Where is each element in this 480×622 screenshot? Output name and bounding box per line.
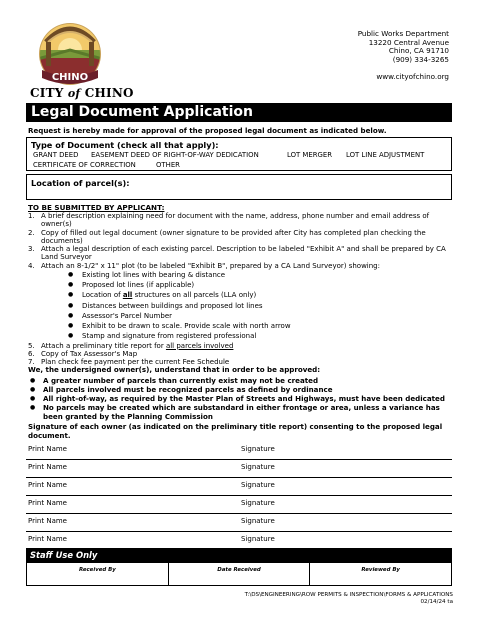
signature-row[interactable] xyxy=(26,478,452,496)
print-name-label: Print Name xyxy=(28,463,67,471)
bullet-item: ● Exhibit to be drawn to scale. Provide scale with north arrow xyxy=(68,322,291,331)
print-name-label: Print Name xyxy=(28,517,67,525)
signature-instructions: Signature of each owner (as indicated on the preliminary title report) consenting to the proposed legal document. xyxy=(28,422,443,440)
signature-label: Signature xyxy=(241,517,275,525)
page-title: Legal Document Application xyxy=(26,103,452,122)
location-label: Location of parcel(s): xyxy=(31,178,130,188)
logo-text: CHINO xyxy=(51,72,89,83)
staff-use-header: Staff Use Only xyxy=(26,548,452,562)
condition-item: ● All parcels involved must be recognized parcels as defined by ordinance xyxy=(30,385,333,394)
option-lot-merger[interactable]: LOT MERGER xyxy=(287,151,332,159)
approval-conditions xyxy=(28,365,448,421)
footer-path: T:\DS\ENGINEERING\ROW PERMITS & INSPECTION\FORMS & APPLICATIONS xyxy=(244,592,453,598)
list-item: 1. A brief description explaining need for document with the name, address, phone number and email address of owner(s) xyxy=(28,212,430,229)
condition-item: ● All right-of-way, as required by the Master Plan of Streets and Highways, must have been dedicated xyxy=(30,394,445,403)
location-field[interactable] xyxy=(26,174,452,200)
condition-item: ● No parcels may be created which are substandard in either frontage or area, unless a variance has been granted by the Planning Commission xyxy=(30,403,440,421)
signature-label: Signature xyxy=(241,481,275,489)
received-by-field[interactable]: Received By xyxy=(78,567,116,573)
bullet-item: ● Assessor's Parcel Number xyxy=(68,311,173,320)
dept-city: Chino, CA 91710 xyxy=(388,46,449,56)
document-type-box xyxy=(26,137,452,171)
print-name-label: Print Name xyxy=(28,499,67,507)
conditions-heading: We, the undersigned owner(s), understand that in order to be approved: xyxy=(28,365,321,374)
list-item: 6. Copy of Tax Assessor's Map xyxy=(28,349,138,358)
plot-requirements xyxy=(68,270,448,341)
request-statement: Request is hereby made for approval of the proposed legal document as indicated below. xyxy=(28,126,387,135)
bullet-item: ● Proposed lot lines (if applicable) xyxy=(68,281,195,290)
bullet-item: ● Distances between buildings and proposed lot lines xyxy=(68,301,263,310)
signature-row[interactable] xyxy=(26,460,452,478)
option-lot-line-adjustment[interactable]: LOT LINE ADJUSTMENT xyxy=(346,151,425,159)
option-grant-deed[interactable]: GRANT DEED xyxy=(33,151,79,159)
dept-name: Public Works Department xyxy=(357,29,449,38)
list-item: 7. Plan check fee payment per the current Fee Schedule xyxy=(28,358,230,367)
dept-phone: (909) 334-3265 xyxy=(392,54,449,64)
signature-label: Signature xyxy=(241,535,275,543)
condition-item: ● A greater number of parcels than currently exist may not be created xyxy=(30,376,319,385)
dept-website: www.cityofchino.org xyxy=(376,72,449,82)
submit-header: TO BE SUBMITTED BY APPLICANT: xyxy=(28,203,165,212)
signature-row[interactable] xyxy=(26,442,452,460)
list-item: 5. Attach a preliminary title report for all parcels involved xyxy=(28,341,234,350)
option-certificate-of-correction[interactable]: CERTIFICATE OF CORRECTION xyxy=(33,161,136,169)
print-name-label: Print Name xyxy=(28,535,67,543)
signature-table xyxy=(26,442,452,550)
city-name: CITY of CHINO xyxy=(30,86,134,100)
list-item: 2. Copy of filled out legal document (owner signature to be provided after City has completed plan checking the documents) xyxy=(28,228,426,245)
option-other[interactable]: OTHER xyxy=(156,161,180,169)
requirements-list xyxy=(28,212,448,366)
list-item: 4. Attach an 8-1/2" x 11" plot (to be labeled "Exhibit B", prepared by a CA Land Surveyor) showing: xyxy=(28,261,380,270)
department-address xyxy=(358,30,449,82)
reviewed-by-field[interactable]: Reviewed By xyxy=(309,563,451,585)
bullet-item: ● Location of all structures on all parcels (LLA only) xyxy=(68,291,257,300)
print-name-label: Print Name xyxy=(28,481,67,489)
option-easement-deed[interactable]: EASEMENT DEED OF RIGHT-OF-WAY DEDICATION xyxy=(91,151,259,159)
dept-street: 13220 Central Avenue xyxy=(368,37,449,47)
footer-date: 02/14/24 ta xyxy=(420,599,453,605)
document-type-label: Type of Document (check all that apply): xyxy=(31,140,219,150)
staff-use-table xyxy=(26,562,452,586)
list-item: 3. Attach a legal description of each existing parcel. Description to be labeled "Exhibit A" and shall be prepared by CA Land Surveyor xyxy=(28,245,446,262)
signature-row[interactable] xyxy=(26,496,452,514)
city-seal-logo xyxy=(34,20,106,88)
print-name-label: Print Name xyxy=(28,445,67,453)
footer xyxy=(245,592,453,606)
signature-row[interactable] xyxy=(26,514,452,532)
signature-label: Signature xyxy=(241,445,275,453)
date-received-field[interactable]: Date Received xyxy=(168,563,310,585)
signature-label: Signature xyxy=(241,499,275,507)
bullet-item: ● Existing lot lines with bearing & distance xyxy=(68,271,226,280)
bullet-item: ● Stamp and signature from registered professional xyxy=(68,332,257,341)
signature-label: Signature xyxy=(241,463,275,471)
